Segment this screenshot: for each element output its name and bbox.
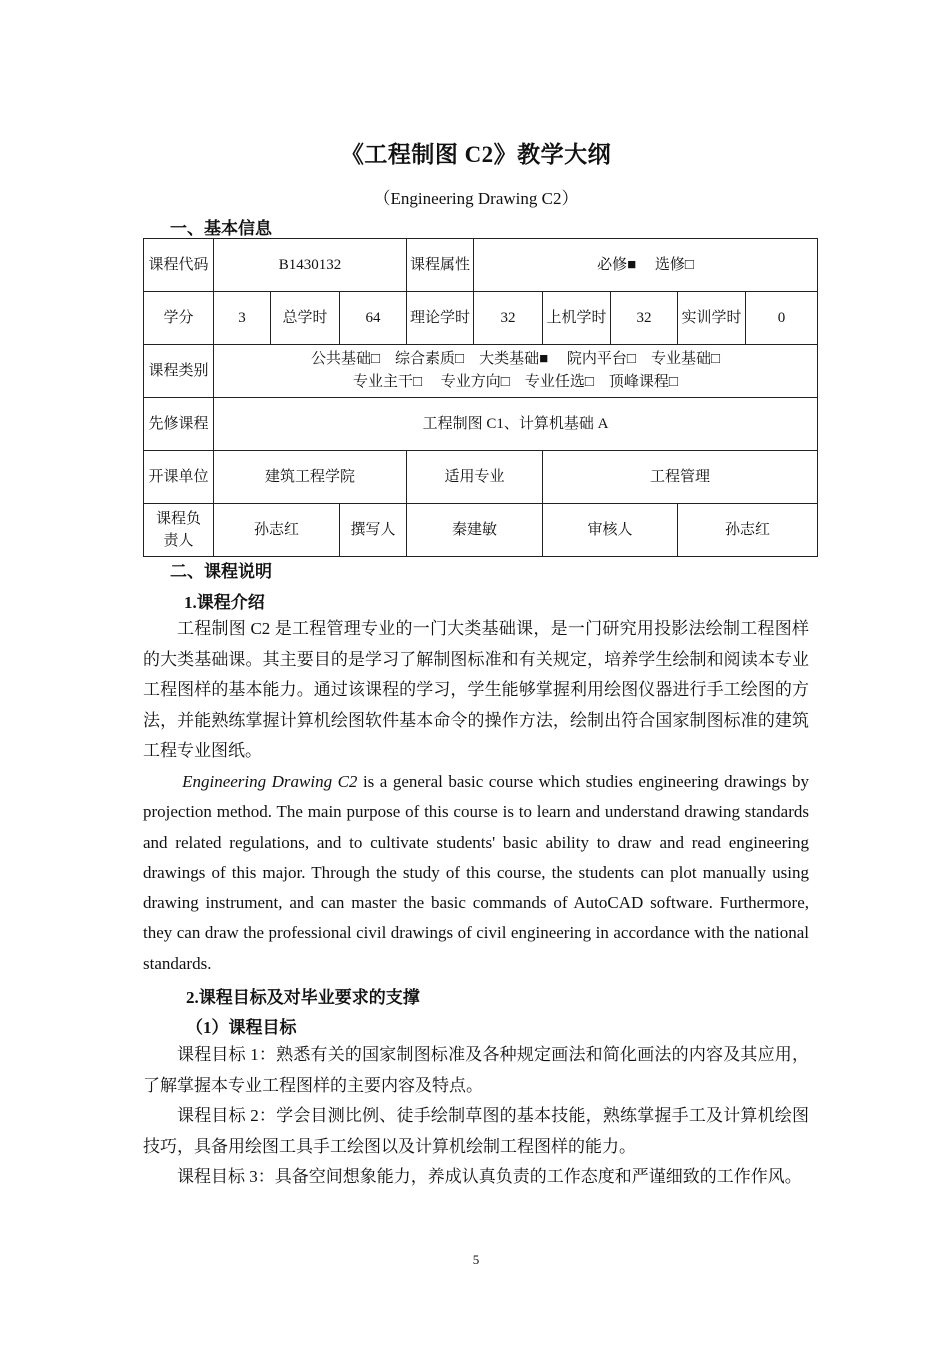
goal-1: 课程目标 1：熟悉有关的国家制图标准及各种规定画法和简化画法的内容及其应用，了解掌握本专业工程图样的主要内容及特点。: [143, 1045, 809, 1095]
course-goals: [143, 1040, 809, 1193]
computer-hours-value: 32: [611, 292, 678, 345]
dept-label: 开课单位: [144, 451, 214, 504]
course-code-value: B1430132: [214, 239, 407, 292]
reviewer-label: 审核人: [543, 504, 678, 557]
course-attr-value: 必修■ 选修□: [474, 239, 818, 292]
intro-en-paragraph: [143, 767, 809, 979]
prereq-value: 工程制图 C1、计算机基础 A: [214, 398, 818, 451]
dept-value: 建筑工程学院: [214, 451, 407, 504]
subheading-course-goals: （1）课程目标: [186, 1018, 297, 1037]
intro-en-text: is a general basic course which studies engineering drawings by projection method. The main purpose of this course is to learn and understand drawing standards and related regulations, and to cultivate students' basic ability to draw and read engineering drawings of this major. Through the study of this course, the students can plot manually using drawing instrument, and can master the basic commands of AutoCAD software. Furthermore, they can draw the professional civil drawings of civil engineering in accordance with the national standards.: [143, 772, 809, 973]
major-label: 适用专业: [407, 451, 543, 504]
subheading-course-intro: 1.课程介绍: [184, 593, 265, 612]
table-row: [144, 239, 818, 292]
category-value: [214, 345, 818, 398]
writer-label: 撰写人: [340, 504, 407, 557]
document-subtitle: （Engineering Drawing C2）: [373, 189, 579, 208]
table-row: [144, 292, 818, 345]
lead-label: 课程负责人: [144, 504, 214, 557]
total-hours-label: 总学时: [271, 292, 340, 345]
major-value: 工程管理: [543, 451, 818, 504]
course-intro-cn: [143, 614, 809, 767]
course-attr-label: 课程属性: [407, 239, 474, 292]
page-number: 5: [472, 1252, 480, 1267]
practice-hours-value: 0: [746, 292, 818, 345]
practice-hours-label: 实训学时: [678, 292, 746, 345]
table-row: [144, 345, 818, 398]
category-line-2: 专业主干□ 专业方向□ 专业任选□ 顶峰课程□: [353, 374, 678, 390]
credit-label: 学分: [144, 292, 214, 345]
table-row: [144, 398, 818, 451]
subheading-course-goals-support: 2.课程目标及对毕业要求的支撑: [186, 988, 420, 1007]
section-heading-course-description: 二、课程说明: [170, 562, 272, 581]
category-label: 课程类别: [144, 345, 214, 398]
intro-cn-paragraph: 工程制图 C2 是工程管理专业的一门大类基础课，是一门研究用投影法绘制工程图样的大类基础课。其主要目的是学习了解制图标准和有关规定，培养学生绘制和阅读本专业工程图样的基本能力。通过该课程的学习，学生能够掌握利用绘图仪器进行手工绘图的方法，并能熟练掌握计算机绘图软件基本命令的操作方法，绘制出符合国家制图标准的建筑工程专业图纸。: [143, 619, 809, 760]
course-intro-en: [143, 767, 809, 979]
goal-2: 课程目标 2：学会目测比例、徒手绘制草图的基本技能，熟练掌握手工及计算机绘图技巧，具备用绘图工具手工绘图以及计算机绘制工程图样的能力。: [143, 1106, 809, 1156]
credit-value: 3: [214, 292, 271, 345]
prereq-label: 先修课程: [144, 398, 214, 451]
lead-value: 孙志红: [214, 504, 340, 557]
theory-hours-value: 32: [474, 292, 543, 345]
course-code-label: 课程代码: [144, 239, 214, 292]
document-title: 《工程制图 C2》教学大纲: [340, 142, 612, 167]
writer-value: 秦建敏: [407, 504, 543, 557]
goal-3: 课程目标 3：具备空间想象能力，养成认真负责的工作态度和严谨细致的工作作风。: [177, 1167, 802, 1186]
intro-en-course-name: Engineering Drawing C2: [182, 772, 358, 791]
table-row: [144, 451, 818, 504]
category-line-1: 公共基础□ 综合素质□ 大类基础■ 院内平台□ 专业基础□: [310, 351, 721, 367]
basic-info-table: [143, 238, 818, 557]
reviewer-value: 孙志红: [678, 504, 818, 557]
section-heading-basic-info: 一、基本信息: [170, 219, 272, 238]
total-hours-value: 64: [340, 292, 407, 345]
table-row: [144, 504, 818, 557]
computer-hours-label: 上机学时: [543, 292, 611, 345]
theory-hours-label: 理论学时: [407, 292, 474, 345]
